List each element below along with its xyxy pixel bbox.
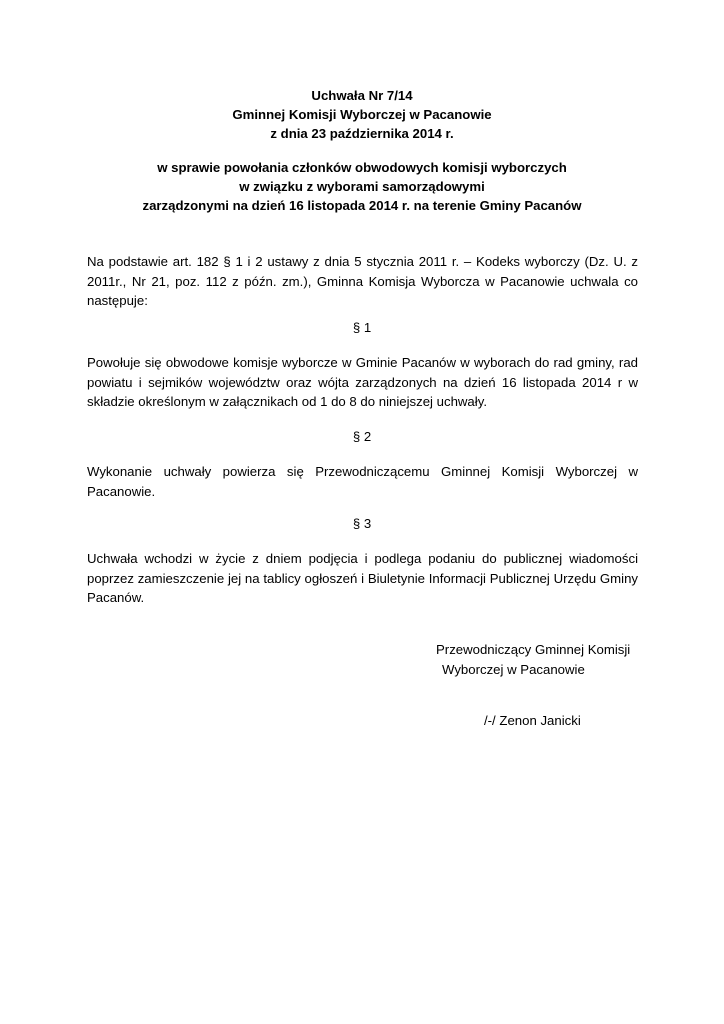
resolution-date: z dnia 23 października 2014 r. (270, 126, 454, 141)
signature-role-line-1: Przewodniczący Gminnej Komisji (436, 642, 631, 657)
section-mark-3: § 3 (352, 516, 372, 531)
section-3-text: Uchwała wchodzi w życie z dniem podjęcia i podlega podaniu do publicznej wiadomości poprzez zamieszczenie jej na tablicy ogłoszeń i Biuletynie Informacji Publicznej Urzędu Gminy Pacanów. (87, 551, 638, 605)
resolution-issuer: Gminnej Komisji Wyborczej w Pacanowie (232, 107, 492, 122)
signature-name: /-/ Zenon Janicki (484, 713, 581, 728)
signature-role-line-2: Wyborczej w Pacanowie (442, 661, 585, 677)
subject-line-3: zarządzonymi na dzień 16 listopada 2014 r. na terenie Gminy Pacanów (142, 198, 582, 213)
resolution-number: Uchwała Nr 7/14 (311, 88, 413, 103)
section-2-text: Wykonanie uchwały powierza się Przewodniczącemu Gminnej Komisji Wyborczej w Pacanowie. (87, 464, 638, 499)
section-1-text: Powołuje się obwodowe komisje wyborcze w Gminie Pacanów w wyborach do rad gminy, rad powiatu i sejmików województw oraz wójta zarządzonych na dzień 16 listopada 2014 r w składzie określonym w załącznikach od 1 do 8 do niniejszej uchwały. (87, 355, 638, 409)
resolution-subject (0, 158, 724, 215)
subject-line-1: w sprawie powołania członków obwodowych komisji wyborczych (157, 160, 567, 175)
signature-role (436, 640, 696, 679)
section-mark-2: § 2 (352, 429, 372, 444)
legal-basis-paragraph: Na podstawie art. 182 § 1 i 2 ustawy z dnia 5 stycznia 2011 r. – Kodeks wyborczy (Dz. U. z 2011r., Nr 21, poz. 112 z późn. zm.), Gminna Komisja Wyborcza w Pacanowie uchwala co następuje: (87, 254, 638, 308)
subject-line-2: w związku z wyborami samorządowymi (239, 179, 485, 194)
resolution-title (0, 86, 724, 143)
section-mark-1: § 1 (352, 320, 372, 335)
